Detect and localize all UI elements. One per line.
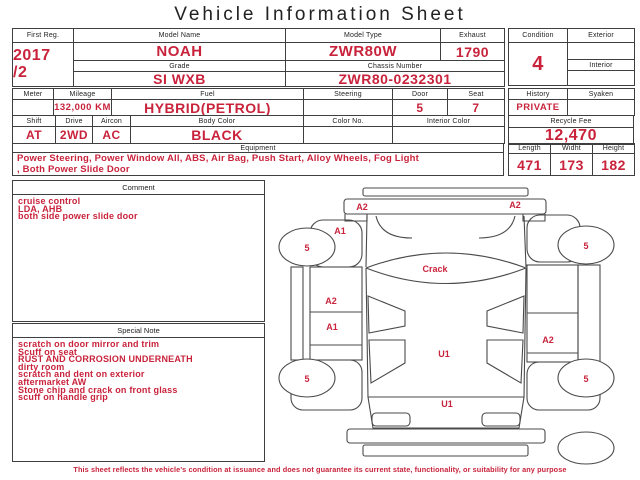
syaken-value bbox=[568, 100, 635, 116]
model-type-value: ZWR80W bbox=[286, 43, 441, 61]
length-label: Length bbox=[509, 144, 551, 154]
exhaust-label: Exhaust bbox=[441, 29, 505, 43]
special-note-line: Stone chip and crack on front glass bbox=[18, 384, 178, 395]
damage-label-left-front-fender: A1 bbox=[334, 226, 346, 236]
door-value: 5 bbox=[393, 100, 448, 116]
model-name-label: Model Name bbox=[74, 29, 286, 43]
comment-line: cruise control bbox=[18, 196, 81, 206]
first-reg-label: First Reg. bbox=[13, 29, 74, 43]
equipment-label: Equipment bbox=[13, 144, 504, 153]
comment-body bbox=[13, 195, 264, 221]
special-note-line: RUST AND CORROSION UNDERNEATH bbox=[18, 354, 193, 365]
condition-value: 4 bbox=[509, 43, 568, 86]
damage-label-right-front-wheel: 5 bbox=[583, 241, 589, 251]
equipment-value bbox=[13, 153, 504, 176]
damage-label-left-rear-door: A1 bbox=[326, 322, 338, 332]
first-reg-year: 2017 bbox=[13, 46, 51, 64]
length-value: 471 bbox=[509, 154, 551, 176]
special-note-line: scuff on handle grip bbox=[18, 392, 109, 403]
drive-label: Drive bbox=[56, 116, 93, 127]
mileage-label: Mileage bbox=[54, 89, 112, 100]
shift-value: AT bbox=[13, 127, 56, 144]
comment-line: LDA, AHB bbox=[18, 203, 63, 214]
history-table bbox=[508, 88, 635, 116]
page-title: Vehicle Information Sheet bbox=[174, 4, 466, 25]
seat-value: 7 bbox=[448, 100, 505, 116]
chassis-number-value: ZWR80-0232301 bbox=[286, 72, 505, 87]
damage-label-right-rear-panel: A2 bbox=[542, 335, 554, 345]
seat-label: Seat bbox=[448, 89, 505, 100]
car-damage-diagram bbox=[268, 178, 638, 470]
syaken-label: Syaken bbox=[568, 89, 635, 100]
chassis-number-label: Chassis Number bbox=[286, 61, 505, 72]
exhaust-value: 1790 bbox=[441, 43, 505, 61]
aircon-value: AC bbox=[93, 127, 131, 144]
disclaimer-text: This sheet reflects the vehicle's condition at issuance and does not guarantee its current state, functionality, or suitability for any purpose bbox=[73, 465, 567, 474]
comment-box bbox=[12, 180, 265, 322]
mileage-value: 132,000 KM bbox=[54, 100, 112, 116]
interior-color-label: Interior Color bbox=[393, 116, 505, 127]
height-value: 182 bbox=[593, 154, 635, 176]
meter-label: Meter bbox=[13, 89, 54, 100]
first-reg-value bbox=[13, 43, 74, 87]
damage-label-front-bumper-right: A2 bbox=[509, 200, 521, 210]
special-note-line: Scuff on seat bbox=[18, 346, 78, 357]
special-note-line: aftermarket AW bbox=[18, 376, 87, 387]
shift-label: Shift bbox=[13, 116, 56, 127]
width-value: 173 bbox=[551, 154, 593, 176]
drive-value: 2WD bbox=[56, 127, 93, 144]
special-note-body bbox=[13, 338, 264, 402]
damage-label-center-floor: U1 bbox=[438, 349, 450, 359]
model-type-label: Model Type bbox=[286, 29, 441, 43]
door-label: Door bbox=[393, 89, 448, 100]
damage-label-rear-gate: U1 bbox=[441, 399, 453, 409]
equipment-table bbox=[12, 143, 504, 176]
recycle-fee-value: 12,470 bbox=[509, 128, 634, 145]
color-no-value bbox=[304, 127, 393, 144]
exterior-value bbox=[568, 43, 635, 60]
steering-label: Steering bbox=[304, 89, 393, 100]
recycle-fee-table bbox=[508, 115, 634, 145]
damage-label-front-bumper-left: A2 bbox=[356, 202, 368, 212]
history-value: PRIVATE bbox=[509, 100, 568, 116]
special-note-header: Special Note bbox=[13, 324, 264, 338]
cabin-roof bbox=[366, 268, 526, 397]
condition-table bbox=[508, 28, 635, 86]
equipment-line-1: Power Steering, Power Window All, ABS, Air Bag, Push Start, Alloy Wheels, Fog Light bbox=[17, 153, 420, 165]
equipment-line-2: , Both Power Slide Door bbox=[17, 163, 130, 175]
model-info-table bbox=[12, 28, 505, 87]
steering-value bbox=[304, 100, 393, 116]
mileage-fuel-table bbox=[12, 88, 505, 116]
damage-label-windshield: Crack bbox=[422, 264, 448, 274]
comment-line: both side power slide door bbox=[18, 211, 138, 222]
damage-label-right-rear-wheel: 5 bbox=[583, 374, 589, 384]
fuel-label: Fuel bbox=[112, 89, 304, 100]
interior-color-value bbox=[393, 127, 505, 144]
body-color-value: BLACK bbox=[131, 127, 304, 144]
condition-label: Condition bbox=[509, 29, 568, 43]
damage-label-left-front-wheel: 5 bbox=[304, 243, 310, 253]
exterior-label: Exterior bbox=[568, 29, 635, 43]
damage-label-left-rear-wheel: 5 bbox=[304, 374, 310, 384]
dimensions-table bbox=[508, 143, 635, 176]
spare-tire bbox=[558, 432, 614, 464]
special-note-box bbox=[12, 323, 265, 462]
recycle-fee-label: Recycle Fee bbox=[509, 116, 634, 128]
special-note-line: scratch and dent on exterior bbox=[18, 369, 145, 380]
width-label: Widht bbox=[551, 144, 593, 154]
body-color-label: Body Color bbox=[131, 116, 304, 127]
drivetrain-color-table bbox=[12, 115, 505, 144]
color-no-label: Color No. bbox=[304, 116, 393, 127]
special-note-line: dirty room bbox=[18, 361, 65, 372]
first-reg-month: /2 bbox=[13, 63, 28, 81]
fuel-value: HYBRID(PETROL) bbox=[112, 100, 304, 116]
height-label: Height bbox=[593, 144, 635, 154]
grade-label: Grade bbox=[74, 61, 286, 72]
special-note-line: scratch on door mirror and trim bbox=[18, 339, 160, 349]
interior-label: Interior bbox=[568, 60, 635, 71]
hood bbox=[366, 216, 526, 267]
rear-bumper bbox=[347, 429, 545, 456]
model-name-value: NOAH bbox=[74, 43, 286, 61]
damage-label-left-front-door: A2 bbox=[325, 296, 337, 306]
meter-value bbox=[13, 100, 54, 116]
aircon-label: Aircon bbox=[93, 116, 131, 127]
comment-header: Comment bbox=[13, 181, 264, 195]
interior-value bbox=[568, 71, 635, 86]
history-label: History bbox=[509, 89, 568, 100]
grade-value: SI WXB bbox=[74, 72, 286, 87]
